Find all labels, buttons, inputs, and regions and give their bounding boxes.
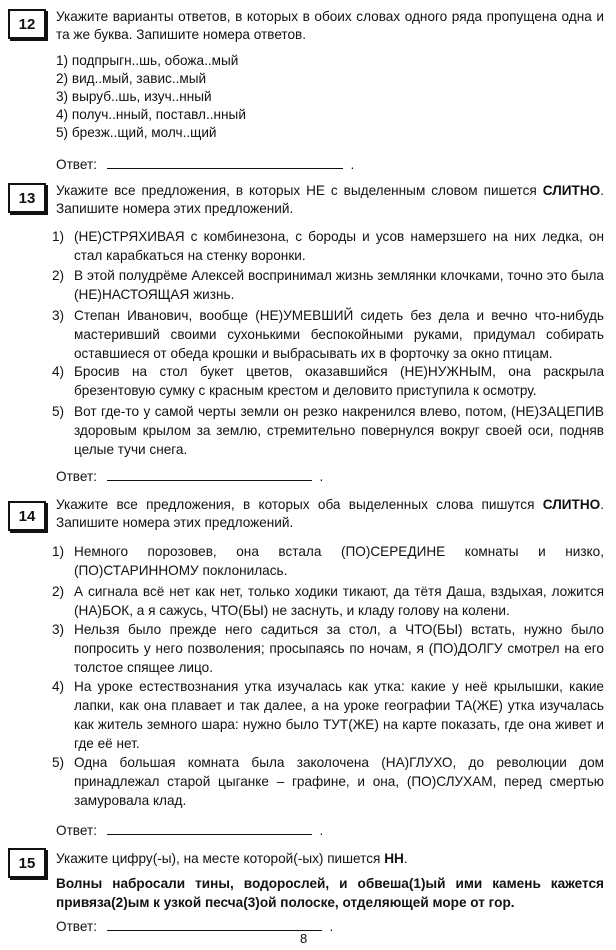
answer-end: . — [319, 469, 324, 484]
sentence-3 — [52, 306, 604, 363]
sentence-number: 5) — [52, 755, 65, 770]
task-sentence: Волны набросали тины, водорослей, и обвеша(1)ый ими камень кажется привяза(2)ым к узкой песча(3)ой полоске, отделяющей море от гор. — [56, 876, 604, 910]
instruction-text-end: . — [403, 851, 408, 866]
sentence-text: А сигнала всё нет как нет, только ходики тикают, да тётя Даша, вздыхая, ложится (НА)БОК, а я сажусь, ЧТО(БЫ) не заснуть, и кладу голову на колени. — [74, 584, 604, 618]
sentence-number: 4) — [52, 679, 65, 694]
sentence-text: В этой полудрёме Алексей воспринимал жизнь землянки клочками, точно это была (НЕ)НАСТОЯЩАЯ жизнь. — [74, 268, 604, 302]
answer-line — [56, 156, 354, 172]
sentence-text: (НЕ)СТРЯХИВАЯ с комбинезона, с бороды и усов намерзшего на них ледка, он стал карабкаться на стенку воронки. — [74, 229, 604, 263]
option-1: 1) подпрыгн..шь, обожа..мый — [56, 53, 239, 68]
sentence-text: Бросив на стол букет цветов, оказавшийся (НЕ)НУЖНЫМ, она раскрыла брезентовую сумку с красным крестом и деловито приступила к осмотру. — [74, 364, 604, 398]
answer-label: Ответ: — [56, 157, 97, 172]
sentence-text: На уроке естествознания утка изучалась как утка: какие у неё крылышки, какие лапки, как она плавает и так далее, а на уроке географии ТА(ЖЕ) утка изучалась как житель земного шара: нужно было ТУТ(ЖЕ) на карте показать, где она живет и где её нет. — [74, 679, 604, 751]
task-number-box: 14 — [8, 501, 46, 531]
sentence-text: Степан Иванович, вообще (НЕ)УМЕВШИЙ сидеть без дела и вечно что-нибудь мастеривший своими сухонькими беспокойными руками, придумал собирать оставшиеся от обеда крошки и выбрасывать их в форточку за окно птицам. — [74, 308, 604, 361]
option-3: 3) выруб..шь, изуч..нный — [56, 89, 212, 104]
task-instruction — [56, 496, 604, 532]
answer-end: . — [350, 157, 355, 172]
sentence-2 — [52, 582, 604, 620]
task-instruction: Укажите варианты ответов, в которых в обоих словах одного ряда пропущена одна и та же буква. Запишите номера ответов. — [56, 9, 604, 42]
instruction-keyword: СЛИТНО — [542, 183, 601, 198]
sentence-text: Вот где-то у самой черты земли он резко накренился влево, потом, (НЕ)ЗАЦЕПИВ здоровым крылом за землю, стремительно повернулся вокруг своей оси, подняв целые тучи снега. — [74, 404, 604, 457]
sentence-4 — [52, 362, 604, 400]
answer-blank[interactable] — [107, 822, 312, 835]
sentence-2 — [52, 266, 604, 304]
sentence-number: 3) — [52, 308, 65, 323]
answer-blank[interactable] — [107, 156, 343, 169]
option-4: 4) получ..нный, поставл..нный — [56, 107, 246, 122]
instruction-text-end: . Запишите номера этих предложений. — [56, 497, 604, 530]
option-5: 5) брезж..щий, молч..щий — [56, 125, 217, 140]
page-number: 8 — [300, 931, 308, 946]
answer-blank[interactable] — [107, 918, 322, 931]
sentence-3 — [52, 620, 604, 677]
sentence-text: Одна большая комната была заколочена (НА)ГЛУХО, до революции дом принадлежал старой цыганке – графине, и она, (ПО)СЛУХАМ, перед смертью замуровала клад. — [74, 755, 604, 808]
task-number-box: 12 — [8, 9, 46, 39]
sentence-4 — [52, 677, 604, 753]
sentence-5 — [52, 402, 604, 459]
answer-end: . — [319, 823, 324, 838]
task-number-box: 13 — [8, 183, 46, 213]
sentence-1 — [52, 542, 604, 580]
sentence-5 — [52, 753, 604, 810]
answer-label: Ответ: — [56, 823, 97, 838]
option-2: 2) вид..мый, завис..мый — [56, 71, 207, 86]
instruction-text: Укажите все предложения, в которых оба выделенных слова пишутся — [56, 497, 535, 512]
task-number-box: 15 — [8, 848, 46, 878]
answer-line — [56, 468, 323, 484]
sentence-1 — [52, 227, 604, 265]
sentence-number: 4) — [52, 364, 65, 379]
answer-end: . — [329, 919, 334, 934]
answer-line — [56, 822, 323, 838]
sentence-number: 1) — [52, 229, 65, 244]
answer-blank[interactable] — [107, 468, 312, 481]
instruction-text: Укажите все предложения, в которых НЕ с выделенным словом пишется — [56, 183, 537, 198]
instruction-keyword: НН — [384, 851, 404, 866]
sentence-number: 1) — [52, 544, 65, 559]
sentence-text: Нельзя было прежде него садиться за стол, а ЧТО(БЫ) встать, нужно было попросить у него позволения; просыпаясь по ночам, я (ПО)ДОЛГУ смотрел на его толстое спящее лицо. — [74, 622, 604, 675]
task-instruction — [56, 182, 604, 218]
task-instruction — [56, 850, 604, 868]
instruction-text: Укажите цифру(-ы), на месте которой(-ых) пишется — [56, 851, 381, 866]
sentence-text: Немного порозовев, она встала (ПО)СЕРЕДИНЕ комнаты и низко, (ПО)СТАРИННОМУ поклонилась. — [74, 544, 604, 578]
answer-label: Ответ: — [56, 469, 97, 484]
sentence-number: 2) — [52, 268, 65, 283]
answer-line — [56, 918, 333, 934]
instruction-keyword: СЛИТНО — [542, 497, 601, 512]
answer-label: Ответ: — [56, 919, 97, 934]
sentence-number: 3) — [52, 622, 65, 637]
instruction-text-end: . Запишите номера этих предложений. — [56, 183, 604, 216]
sentence-number: 5) — [52, 404, 65, 419]
sentence-number: 2) — [52, 584, 65, 599]
